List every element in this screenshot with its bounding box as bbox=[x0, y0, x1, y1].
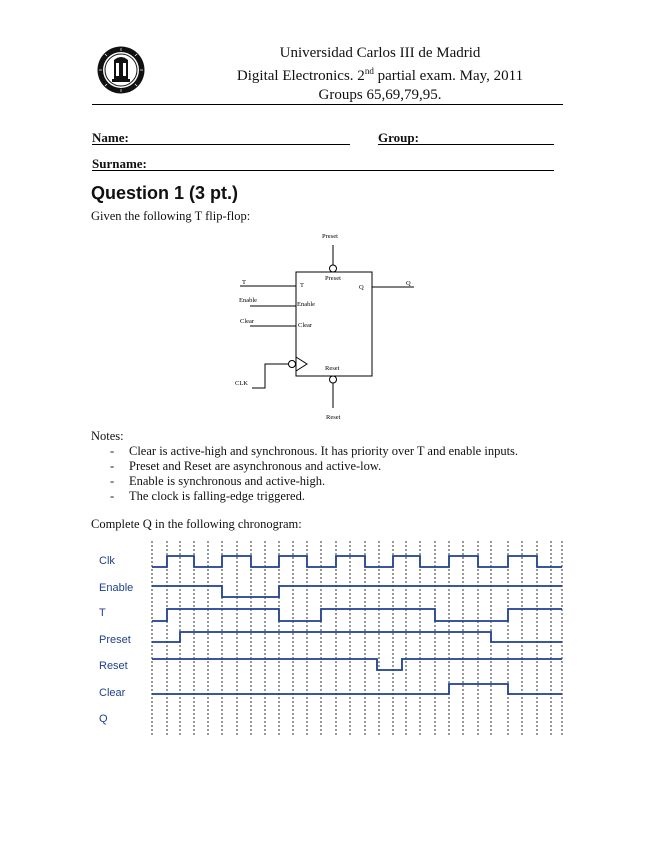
ff-reset-inner: Reset bbox=[325, 365, 340, 372]
question-intro: Given the following T flip-flop: bbox=[91, 209, 251, 223]
note-item: - Enable is synchronous and active-high. bbox=[110, 474, 326, 488]
ff-clk: CLK bbox=[235, 380, 248, 387]
ff-preset-inner: Preset bbox=[325, 275, 341, 282]
signal-label-clk: Clk bbox=[99, 555, 115, 567]
groups-line: Groups 65,69,79,95. bbox=[318, 87, 442, 103]
waveform-preset bbox=[152, 632, 562, 642]
ff-clear-outer: Clear bbox=[240, 318, 255, 325]
university-name: Universidad Carlos III de Madrid bbox=[279, 45, 481, 61]
ff-enable-inner: Enable bbox=[297, 301, 316, 308]
note-item: - The clock is falling-edge triggered. bbox=[110, 489, 305, 503]
exam-title-pre: Digital Electronics. 2 bbox=[236, 68, 365, 84]
ff-q-inner: Q bbox=[359, 284, 364, 291]
ff-preset-top: Preset bbox=[322, 233, 338, 240]
signal-label-clear: Clear bbox=[99, 687, 126, 699]
ff-clear-inner: Clear bbox=[298, 322, 313, 329]
chrono-intro: Complete Q in the following chronogram: bbox=[91, 517, 302, 531]
notes-title: Notes: bbox=[91, 429, 124, 443]
note-item: - Clear is active-high and synchronous. It has priority over T and enable inputs. bbox=[110, 444, 519, 458]
exam-title-sup: nd bbox=[364, 66, 374, 76]
surname-label: Surname: bbox=[92, 156, 147, 171]
waveform-t bbox=[152, 609, 562, 621]
signal-label-preset: Preset bbox=[99, 634, 131, 646]
ff-q-outer: Q bbox=[406, 280, 411, 287]
waveform-enable bbox=[152, 586, 562, 597]
chrono-grid bbox=[152, 541, 562, 735]
signal-label-q: Q bbox=[99, 713, 108, 725]
ff-t-inner: T bbox=[300, 282, 304, 289]
signal-label-enable: Enable bbox=[99, 582, 134, 594]
question-title: Question 1 (3 pt.) bbox=[91, 183, 239, 203]
waveform-reset bbox=[152, 659, 562, 670]
signal-label-reset: Reset bbox=[99, 660, 128, 672]
note-item: - Preset and Reset are asynchronous and active-low. bbox=[110, 459, 382, 473]
ff-enable-outer: Enable bbox=[239, 297, 258, 304]
waveform-clk bbox=[152, 556, 562, 567]
group-label: Group: bbox=[378, 130, 419, 145]
waveform-clear bbox=[152, 684, 562, 694]
ff-reset-bottom: Reset bbox=[326, 414, 341, 421]
signal-label-t: T bbox=[99, 607, 106, 619]
exam-title-post: partial exam. May, 2011 bbox=[373, 68, 524, 84]
ff-t-outer: T bbox=[242, 279, 246, 286]
name-label: Name: bbox=[92, 130, 129, 145]
